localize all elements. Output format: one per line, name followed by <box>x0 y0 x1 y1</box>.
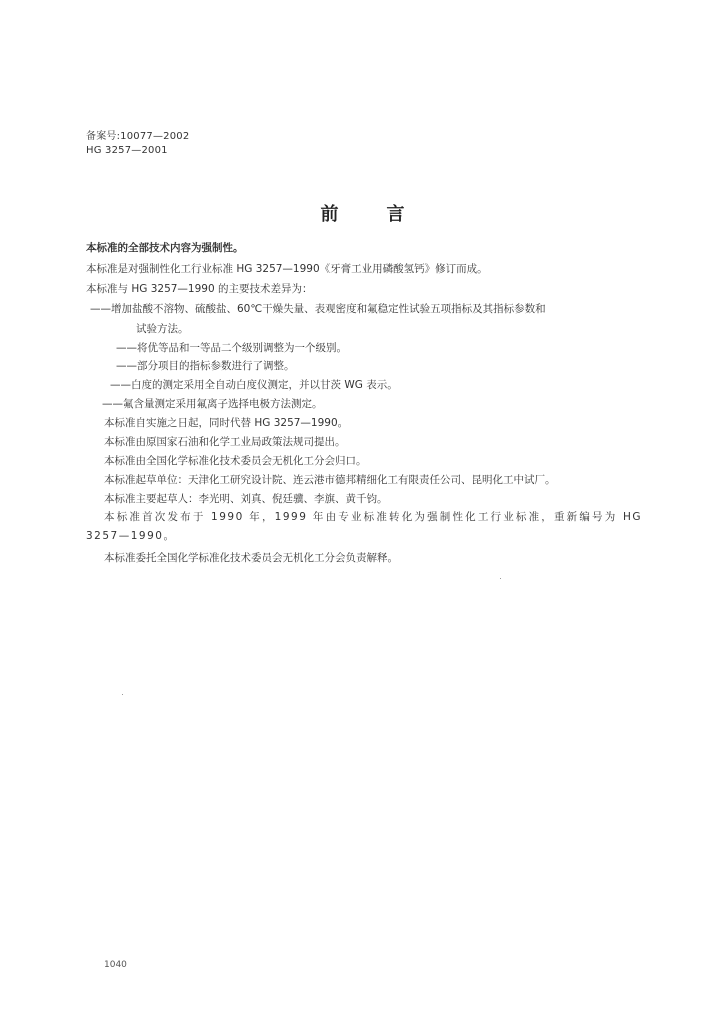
list-item-added-indicators: ——增加盐酸不溶物、硫酸盐、60℃干燥失量、表观密度和氟稳定性试验五项指标及其指标参数和 <box>90 303 546 315</box>
list-item-parameter-adjust: ——部分项目的指标参数进行了调整。 <box>116 360 295 372</box>
paragraph-proposer: 本标准由原国家石油和化学工业局政策法规司提出。 <box>104 436 346 448</box>
paragraph-mandatory: 本标准的全部技术内容为强制性。 <box>86 242 244 254</box>
record-number: 备案号:10077—2002 <box>86 131 190 142</box>
page-title: 前言 <box>320 204 453 225</box>
list-item-whiteness: ——白度的测定采用全自动白度仪测定，并以甘茨 WG 表示。 <box>110 379 398 391</box>
standard-number: HG 3257—2001 <box>86 145 168 156</box>
paragraph-drafters: 本标准主要起草人：李光明、刘真、倪廷骥、李旗、黄千钧。 <box>104 493 388 505</box>
list-item-grade-merge: ——将优等品和一等品二个级别调整为一个级别。 <box>116 342 347 354</box>
scan-speck <box>500 578 501 579</box>
paragraph-drafting-units: 本标准起草单位：天津化工研究设计院、连云港市德邦精细化工有限责任公司、昆明化工中试厂。 <box>104 474 556 486</box>
page-number: 1040 <box>104 960 127 970</box>
paragraph-interpretation: 本标准委托全国化学标准化技术委员会无机化工分会负责解释。 <box>104 552 398 564</box>
list-item-fluoride: ——氟含量测定采用氟离子选择电极方法测定。 <box>102 398 323 410</box>
paragraph-revision: 本标准是对强制性化工行业标准 HG 3257—1990《牙膏工业用磷酸氢钙》修订而成。 <box>86 263 488 275</box>
paragraph-replacement: 本标准自实施之日起，同时代替 HG 3257—1990。 <box>104 417 349 429</box>
paragraph-history: 本标准首次发布于 1990 年，1999 年由专业标准转化为强制性化工行业标准，重新编号为 HG 3257—1990。 <box>86 511 642 542</box>
list-item-added-indicators-cont: 试验方法。 <box>136 323 189 335</box>
scan-speck <box>122 694 123 695</box>
paragraph-centralized: 本标准由全国化学标准化技术委员会无机化工分会归口。 <box>104 455 367 467</box>
paragraph-differences-intro: 本标准与 HG 3257—1990 的主要技术差异为： <box>86 283 313 295</box>
